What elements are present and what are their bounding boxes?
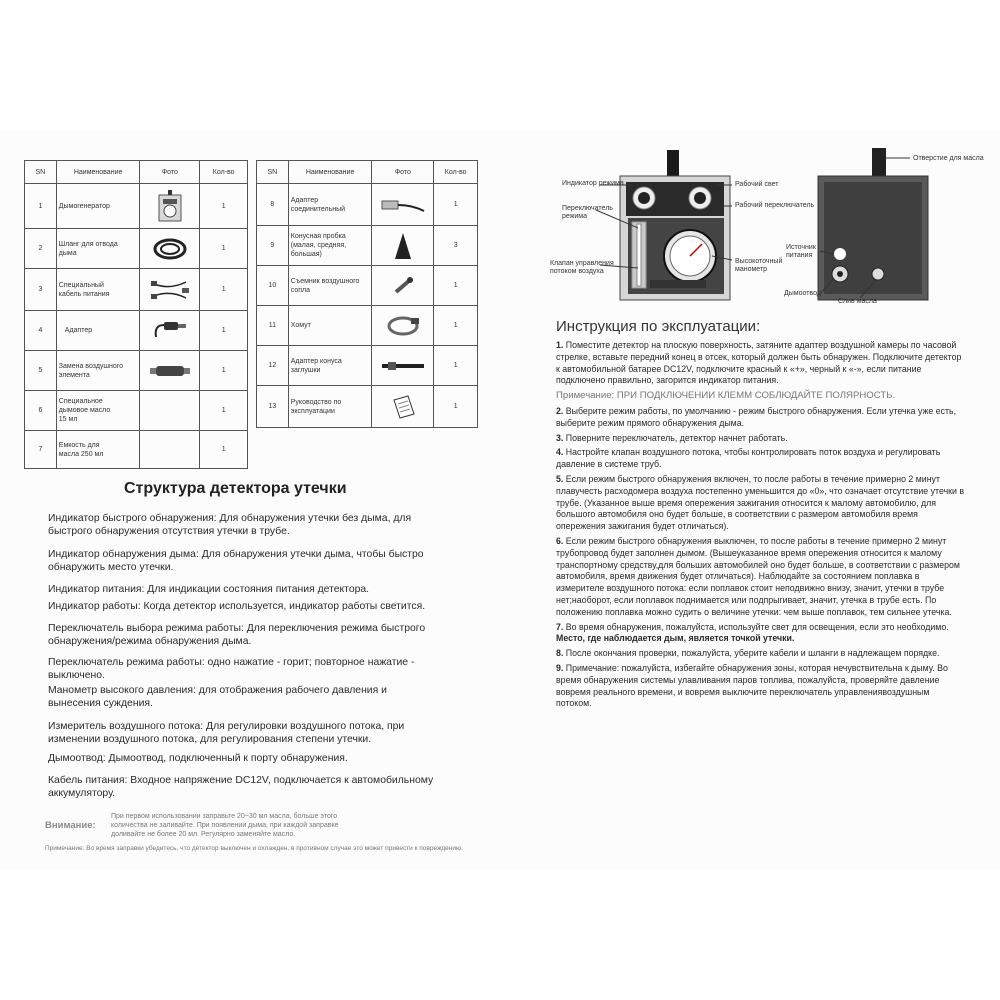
name-line: 15 мл <box>58 416 78 423</box>
table-header-row <box>257 161 478 184</box>
structure-line: Переключатель выбора режима работы: Для переключения режима быстрого <box>48 623 426 634</box>
row-name <box>288 306 372 346</box>
row-qty: 1 <box>434 386 478 428</box>
manual-icon <box>372 386 434 428</box>
col-qty: Кол-во <box>200 161 248 184</box>
warning-label: Внимание: <box>45 820 96 831</box>
structure-line: изменении воздушного потока, для регулирования степени утечки. <box>48 734 372 745</box>
warning-line: доливайте не более 20 мл. Регулярно заменяйте масло. <box>111 831 296 838</box>
step-number: 4. <box>556 447 564 458</box>
step-text: Поместите детектор на плоскую поверхность, затяните адаптер воздушной камеры по часовой стрелке, вставьте передний конец в отсек, который должен быть обнаружен. Подключите детектор к автомобильной батарее DC12V, подключите красный к «+», черный к «-», если питание подключено правильно, загорится индикатор питания. <box>556 340 962 386</box>
name-line: большая) <box>290 251 322 258</box>
step-text: Если режим быстрого обнаружения включен, то после работы в течение примерно 2 минут плавучесть расходомера воздуха постепенно уменьшится до «0», что означает отсутствие утечки в трубе. (Указанное выше время опережения зажигания относится к малому автомобилю, для большого автомобиля оно будет больше, в соответствии с размером автомобиля время опережения зажигания будет отличаться). <box>556 473 965 532</box>
table-row <box>25 184 248 229</box>
label-oil-hole: Отверстие для масла <box>913 155 984 162</box>
row-sn: 3 <box>25 269 57 311</box>
step-number: 2. <box>556 405 564 416</box>
table-row <box>25 431 248 469</box>
name-line: Емкость для <box>58 441 100 449</box>
row-sn: 9 <box>257 226 289 266</box>
parts-table-right <box>256 160 478 428</box>
structure-title: Структура детектора утечки <box>124 480 347 497</box>
row-qty: 1 <box>434 266 478 306</box>
name-line: Конусная пробка <box>290 233 346 240</box>
structure-line: Индикатор питания: Для индикации состояния питания детектора. <box>48 584 370 595</box>
row-name <box>288 184 372 226</box>
table-row <box>25 351 248 391</box>
name-line: соединительный <box>290 205 346 213</box>
name-line: Специальное <box>58 398 103 405</box>
structure-line: Индикатор работы: Когда детектор используется, индикатор работы светится. <box>48 601 426 612</box>
connector-adapter-icon <box>372 184 434 226</box>
row-sn: 13 <box>257 386 289 428</box>
structure-line: Индикатор обнаружения дыма: Для обнаружения утечки дыма, чтобы быстро <box>48 549 424 560</box>
table-row <box>257 266 478 306</box>
cone-adapter-icon <box>372 346 434 386</box>
row-name <box>56 269 140 311</box>
row-sn: 5 <box>25 351 57 391</box>
row-sn: 6 <box>25 391 57 431</box>
instructions-title: Инструкция по эксплуатации: <box>556 318 761 335</box>
name-line: заглушки <box>290 366 321 374</box>
row-sn: 11 <box>257 306 289 346</box>
structure-line: вынесения суждения. <box>48 698 153 709</box>
name-line: сопла <box>290 286 311 294</box>
row-qty: 1 <box>434 306 478 346</box>
instructions-body <box>556 340 966 713</box>
step-number: 9. <box>556 662 564 673</box>
device-back-illustration <box>780 148 950 308</box>
step-text: Во время обнаружения, пожалуйста, используйте свет для освещения, если это необходимо. <box>565 621 949 632</box>
row-name <box>56 229 140 269</box>
warning-text <box>111 812 441 839</box>
label-line: Высокоточный <box>735 258 783 265</box>
instruction-step <box>556 536 966 619</box>
name-line: кабель питания <box>58 290 110 298</box>
name-line: эксплуатации <box>290 407 335 415</box>
name-line: Специальный <box>58 281 104 289</box>
table-row <box>25 391 248 431</box>
instruction-step <box>556 663 966 710</box>
label-line: потоком воздуха <box>550 268 604 275</box>
table-row <box>257 184 478 226</box>
instruction-step <box>556 648 966 660</box>
row-sn: 8 <box>257 184 289 226</box>
row-name <box>56 311 140 351</box>
row-name <box>56 351 140 391</box>
instruction-step <box>556 474 966 533</box>
name-line: (малая, средняя, <box>290 242 347 249</box>
step-number: 8. <box>556 648 564 659</box>
structure-line: Кабель питания: Входное напряжение DC12V, подключается к автомобильному <box>48 775 434 786</box>
label-line: Переключатель <box>562 205 613 212</box>
col-qty: Кол-во <box>434 161 478 184</box>
row-qty: 1 <box>200 311 248 351</box>
structure-line: обнаружить место утечки. <box>48 562 174 573</box>
instruction-step <box>556 433 966 445</box>
label-line: Клапан управления <box>550 260 614 267</box>
structure-line: обнаружения/режима обнаружения дыма. <box>48 636 252 647</box>
step-text: После окончания проверки, пожалуйста, уберите кабели и шланги в надлежащем порядке. <box>565 648 940 659</box>
row-sn: 4 <box>25 311 57 351</box>
step-number: 3. <box>556 432 564 443</box>
structure-line: выключено. <box>48 670 105 681</box>
air-element-icon <box>140 351 200 391</box>
row-name <box>288 226 372 266</box>
name-line: Шланг для отвода <box>58 240 118 248</box>
row-qty: 1 <box>200 431 248 469</box>
structure-item <box>48 583 478 596</box>
label-mode-indicator: Индикатор режима <box>562 180 624 187</box>
structure-item <box>48 512 478 538</box>
name-line: Съемник воздушного <box>290 277 360 285</box>
name-line: Дымогенератор <box>58 202 110 210</box>
step-text: Настройте клапан воздушного потока, чтобы контролировать поток воздуха и регулировать давление в системе труб. <box>556 447 941 470</box>
table-row <box>25 269 248 311</box>
step-emphasis: Место, где наблюдается дым, является точкой утечки. <box>556 633 795 644</box>
table-row <box>25 311 248 351</box>
table-row <box>257 226 478 266</box>
col-sn: SN <box>257 161 289 184</box>
row-sn: 12 <box>257 346 289 386</box>
label-line: манометр <box>735 266 768 273</box>
instruction-step <box>556 622 966 646</box>
structure-item <box>48 720 478 746</box>
label-mode-switch <box>562 205 613 221</box>
structure-item <box>48 656 478 682</box>
smoke-generator-icon <box>140 184 200 229</box>
structure-item <box>48 752 478 765</box>
step-number: 6. <box>556 535 564 546</box>
name-line: Адаптер <box>290 196 319 204</box>
smoke-hose-icon <box>140 229 200 269</box>
instruction-step <box>556 447 966 471</box>
warning-line: количества не заливайте. При появлении дыма, при каждой заправке <box>111 822 339 829</box>
cone-plug-icon <box>372 226 434 266</box>
clamp-icon <box>372 306 434 346</box>
label-line: Источник <box>786 244 816 251</box>
row-name <box>288 346 372 386</box>
structure-line: Переключатель режима работы: одно нажатие - горит; повторное нажатие - <box>48 657 415 668</box>
row-qty: 1 <box>200 351 248 391</box>
structure-item <box>48 548 478 574</box>
label-smoke-outlet: Дымоотвод <box>784 290 821 297</box>
step-text: Если режим быстрого обнаружения выключен, то после работы в течение примерно 2 минут трубопровод будет заполнен дымом. (Вышеуказанное время опережения относится к малому транспортному средству,для больших автомобилей оно будет больше, в соответствии с размером автомобиля, время движения будет отличаться). Наблюдайте за состоянием поплавка в измерителе воздушного потока: если поплавок стоит неподвижно внизу, значит, утечки в трубе нет;наоборот, если поплавок поднимается или подпрыгивает, значит, утечка в трубе есть. По положению поплавка можно судить о величине утечки: чем выше поплавок, тем сильнее утечка. <box>556 535 960 617</box>
col-name: Наименование <box>288 161 372 184</box>
structure-line: быстрого обнаружения отсутствия утечки в трубе. <box>48 526 290 537</box>
row-qty: 1 <box>434 346 478 386</box>
structure-item <box>48 684 478 710</box>
row-qty: 3 <box>434 226 478 266</box>
col-sn: SN <box>25 161 57 184</box>
name-line: Адаптер конуса <box>290 357 342 365</box>
step-number: 1. <box>556 340 564 350</box>
label-airflow-valve <box>550 260 614 276</box>
name-line: Руководство по <box>290 398 342 406</box>
row-qty: 1 <box>200 269 248 311</box>
structure-item <box>48 600 478 613</box>
row-qty: 1 <box>200 184 248 229</box>
step-text: Примечание: пожалуйста, избегайте обнаружения зоны, которая нечувствительна к дыму. Во время обнаружения системы улавливания паров топлива, пожалуйста, проверяйте давление вовремя реального времени, и вовремя выключите переключатель управлениявоздушным потоком. <box>556 662 948 709</box>
row-sn: 2 <box>25 229 57 269</box>
adapter-icon <box>140 311 200 351</box>
footnote: Примечание: Во время заправки убедитесь, что детектор выключен и охлажден, в противном случае это может привести к повреждению. <box>45 845 463 852</box>
instruction-step <box>556 340 966 387</box>
name-line: дыма <box>58 249 77 257</box>
label-work-light: Рабочий свет <box>735 181 779 188</box>
row-photo <box>140 391 200 431</box>
parts-table-left <box>24 160 248 469</box>
name-line: дымовое масло <box>58 407 111 414</box>
row-qty: 1 <box>200 229 248 269</box>
label-line: режима <box>562 213 588 220</box>
step-text: Поверните переключатель, детектор начнет работать. <box>565 432 788 443</box>
warning-line: При первом использовании заправьте 20~30 мл масла, больше этого <box>111 813 338 820</box>
name-line: Хомут <box>290 322 311 329</box>
col-photo: Фото <box>140 161 200 184</box>
nozzle-remover-icon <box>372 266 434 306</box>
label-power-source <box>786 244 816 260</box>
label-oil-drain: Слив масла <box>838 298 877 305</box>
col-photo: Фото <box>372 161 434 184</box>
row-name <box>56 391 140 431</box>
row-sn: 1 <box>25 184 57 229</box>
name-line: Замена воздушного <box>58 362 124 370</box>
row-name <box>56 431 140 469</box>
step-number: 7. <box>556 621 564 632</box>
step-text: Выберите режим работы, по умолчанию - режим быстрого обнаружения. Если утечка уже есть, выберите режим прямого обнаружения дыма. <box>556 405 957 428</box>
row-name <box>56 184 140 229</box>
row-photo <box>140 431 200 469</box>
name-line: масла 250 мл <box>58 450 104 458</box>
row-qty: 1 <box>200 391 248 431</box>
polarity-note: Примечание: ПРИ ПОДКЛЮЧЕНИИ КЛЕММ СОБЛЮДАЙТЕ ПОЛЯРНОСТЬ. <box>556 390 896 402</box>
step-number: 5. <box>556 473 564 484</box>
structure-line: аккумулятору. <box>48 788 116 799</box>
instruction-step <box>556 406 966 430</box>
power-cable-icon <box>140 269 200 311</box>
row-qty: 1 <box>434 184 478 226</box>
device-front-illustration <box>540 148 760 308</box>
row-sn: 10 <box>257 266 289 306</box>
structure-item <box>48 774 478 800</box>
row-name <box>288 386 372 428</box>
table-row <box>257 346 478 386</box>
label-pressure-gauge <box>735 258 782 274</box>
table-row <box>257 386 478 428</box>
structure-line: Манометр высокого давления: для отображения рабочего давления и <box>48 685 387 696</box>
name-line: элемента <box>58 371 90 379</box>
col-name: Наименование <box>56 161 140 184</box>
label-work-switch: Рабочий переключатель <box>735 202 815 209</box>
structure-line: Индикатор быстрого обнаружения: Для обнаружения утечки без дыма, для <box>48 513 412 524</box>
structure-item <box>48 622 478 648</box>
table-row <box>25 229 248 269</box>
label-line: питания <box>786 252 813 259</box>
name-line: Адаптер <box>64 327 93 334</box>
row-name <box>288 266 372 306</box>
table-header-row <box>25 161 248 184</box>
row-sn: 7 <box>25 431 57 469</box>
structure-line: Дымоотвод: Дымоотвод, подключенный к порту обнаружения. <box>48 753 348 764</box>
structure-line: Измеритель воздушного потока: Для регулировки воздушного потока, при <box>48 721 405 732</box>
table-row <box>257 306 478 346</box>
